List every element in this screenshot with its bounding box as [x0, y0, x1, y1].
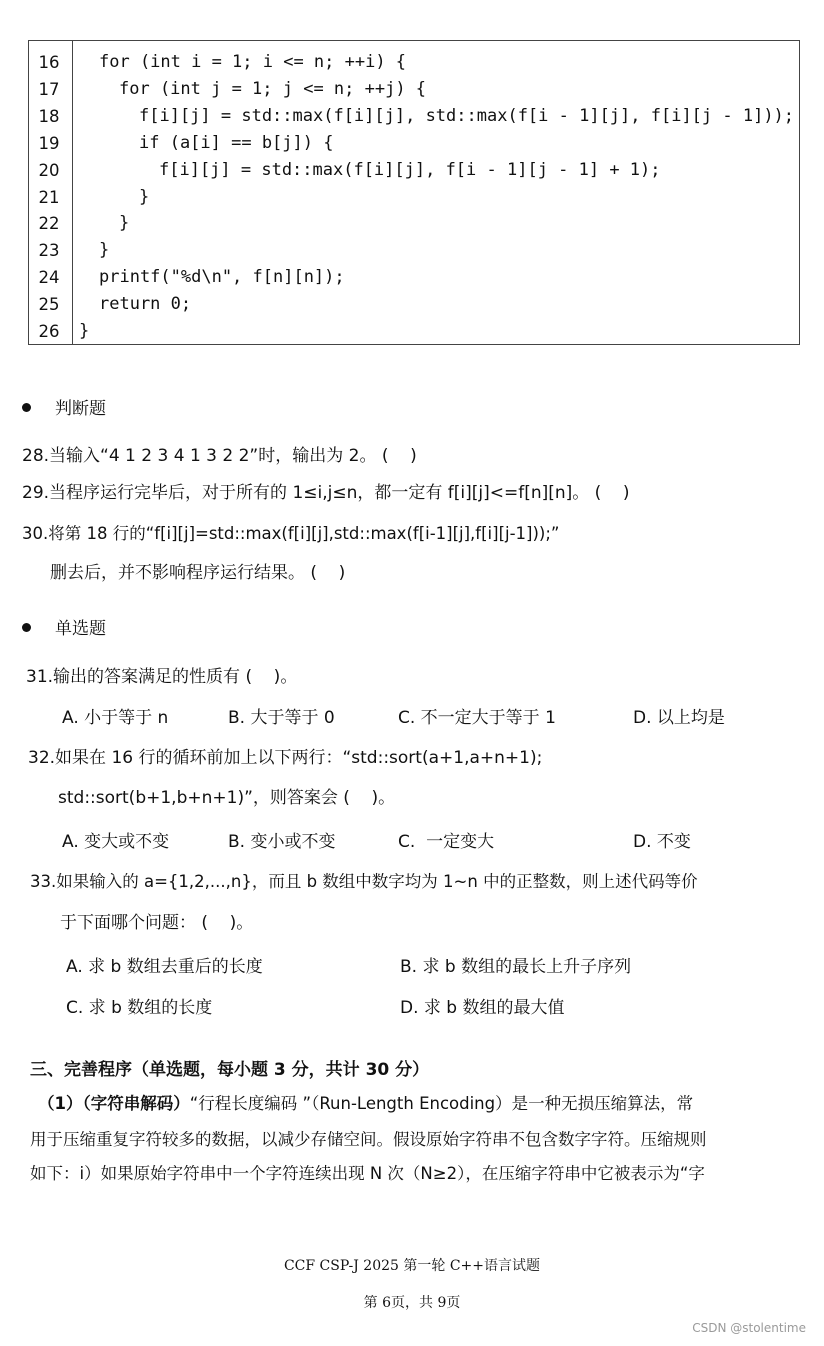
problem-1-line1 [38, 1090, 693, 1114]
q31-option-c: C. 不一定大于等于 1 [398, 708, 556, 728]
code-line [29, 184, 799, 211]
code-text: } [119, 213, 130, 234]
code-text: if (a[i] == b[j]) { [139, 132, 334, 153]
code-line [29, 49, 799, 76]
section-3-heading: 三、完善程序（单选题，每小题 3 分，共计 30 分） [30, 1060, 430, 1080]
code-line [29, 291, 799, 318]
line-number: 21 [38, 187, 60, 207]
q33-option-c: C. 求 b 数组的长度 [66, 998, 213, 1018]
line-number: 16 [38, 53, 60, 72]
code-text: for (int j = 1; j <= n; ++j) { [119, 78, 427, 99]
code-line [29, 103, 799, 130]
judge-heading: 判断题 [22, 394, 106, 419]
question-29: 29.当程序运行完毕后，对于所有的 1≤i,j≤n，都一定有 f[i][j]<=f[n][n]。 ( ) [22, 483, 630, 503]
question-30-line1: 30.将第 18 行的“f[i][j]=std::max(f[i][j],std::max(f[i-1][j],f[i][j-1]));” [22, 524, 560, 543]
line-number: 22 [38, 214, 60, 234]
code-line [29, 210, 799, 237]
q32-option-b: B. 变小或不变 [228, 832, 336, 852]
code-text: f[i][j] = std::max(f[i][j], f[i - 1][j - 1] + 1); [159, 159, 661, 180]
code-line [29, 264, 799, 291]
problem-1-label: （1）（字符串解码） [38, 1094, 190, 1113]
q32-option-c: C. 一定变大 [398, 832, 495, 852]
q33-option-b: B. 求 b 数组的最长上升子序列 [400, 957, 632, 977]
line-number: 19 [38, 133, 60, 153]
code-text: return 0; [99, 294, 192, 315]
line-number: 18 [38, 106, 60, 126]
line-number: 24 [38, 268, 60, 288]
code-line [29, 318, 799, 345]
question-31: 31.输出的答案满足的性质有 ( )。 [26, 667, 298, 687]
single-choice-heading: 单选题 [22, 614, 106, 639]
code-text: } [99, 240, 110, 261]
bullet-icon [22, 403, 31, 412]
q31-option-b: B. 大于等于 0 [228, 708, 335, 728]
q31-option-a: A. 小于等于 n [62, 708, 169, 728]
q31-option-d: D. 以上均是 [633, 708, 725, 728]
code-text: } [139, 186, 150, 207]
line-number: 23 [38, 241, 60, 261]
problem-1-line1-text: “行程长度编码 ”（Run-Length Encoding）是一种无损压缩算法，常 [189, 1094, 694, 1113]
code-line [29, 237, 799, 264]
q33-option-d: D. 求 b 数组的最大值 [400, 998, 565, 1018]
question-28: 28.当输入“4 1 2 3 4 1 3 2 2”时，输出为 2。 ( ) [22, 446, 417, 466]
code-line [29, 157, 799, 184]
code-text: } [79, 321, 90, 341]
question-32-line2: std::sort(b+1,b+n+1)”，则答案会 ( )。 [58, 788, 396, 808]
footer-page-number: 第 6页，共 9页 [363, 1295, 461, 1311]
problem-1-line3: 如下：i）如果原始字符串中一个字符连续出现 N 次（N≥2），在压缩字符串中它被表示为“字 [30, 1164, 705, 1183]
code-text: for (int i = 1; i <= n; ++i) { [99, 52, 407, 72]
footer-title: CCF CSP-J 2025 第一轮 C++语言试题 [283, 1258, 541, 1274]
watermark: CSDN @stolentime [692, 1321, 806, 1335]
bullet-icon [22, 623, 31, 632]
question-33-line1: 33.如果输入的 a={1,2,...,n}，而且 b 数组中数字均为 1~n 中的正整数，则上述代码等价 [30, 872, 698, 891]
question-30-line2: 删去后，并不影响程序运行结果。 ( ) [50, 563, 346, 583]
code-line [29, 76, 799, 103]
code-text: f[i][j] = std::max(f[i][j], std::max(f[i - 1][j], f[i][j - 1])); [139, 105, 795, 126]
code-text: printf("%d\n", f[n][n]); [99, 267, 345, 288]
q32-option-a: A. 变大或不变 [62, 832, 170, 852]
code-listing [28, 40, 800, 345]
line-number: 26 [38, 322, 60, 341]
problem-1-line2: 用于压缩重复字符较多的数据，以减少存储空间。假设原始字符串不包含数字字符。压缩规则 [30, 1130, 707, 1149]
line-number: 25 [38, 295, 60, 315]
q32-option-d: D. 不变 [633, 832, 691, 852]
q33-option-a: A. 求 b 数组去重后的长度 [66, 957, 263, 977]
line-number: 20 [38, 160, 60, 180]
line-number: 17 [38, 79, 60, 99]
question-33-line2: 于下面哪个问题： ( )。 [60, 913, 254, 933]
code-line [29, 130, 799, 157]
question-32-line1: 32.如果在 16 行的循环前加上以下两行：“std::sort(a+1,a+n+1); [28, 748, 543, 768]
